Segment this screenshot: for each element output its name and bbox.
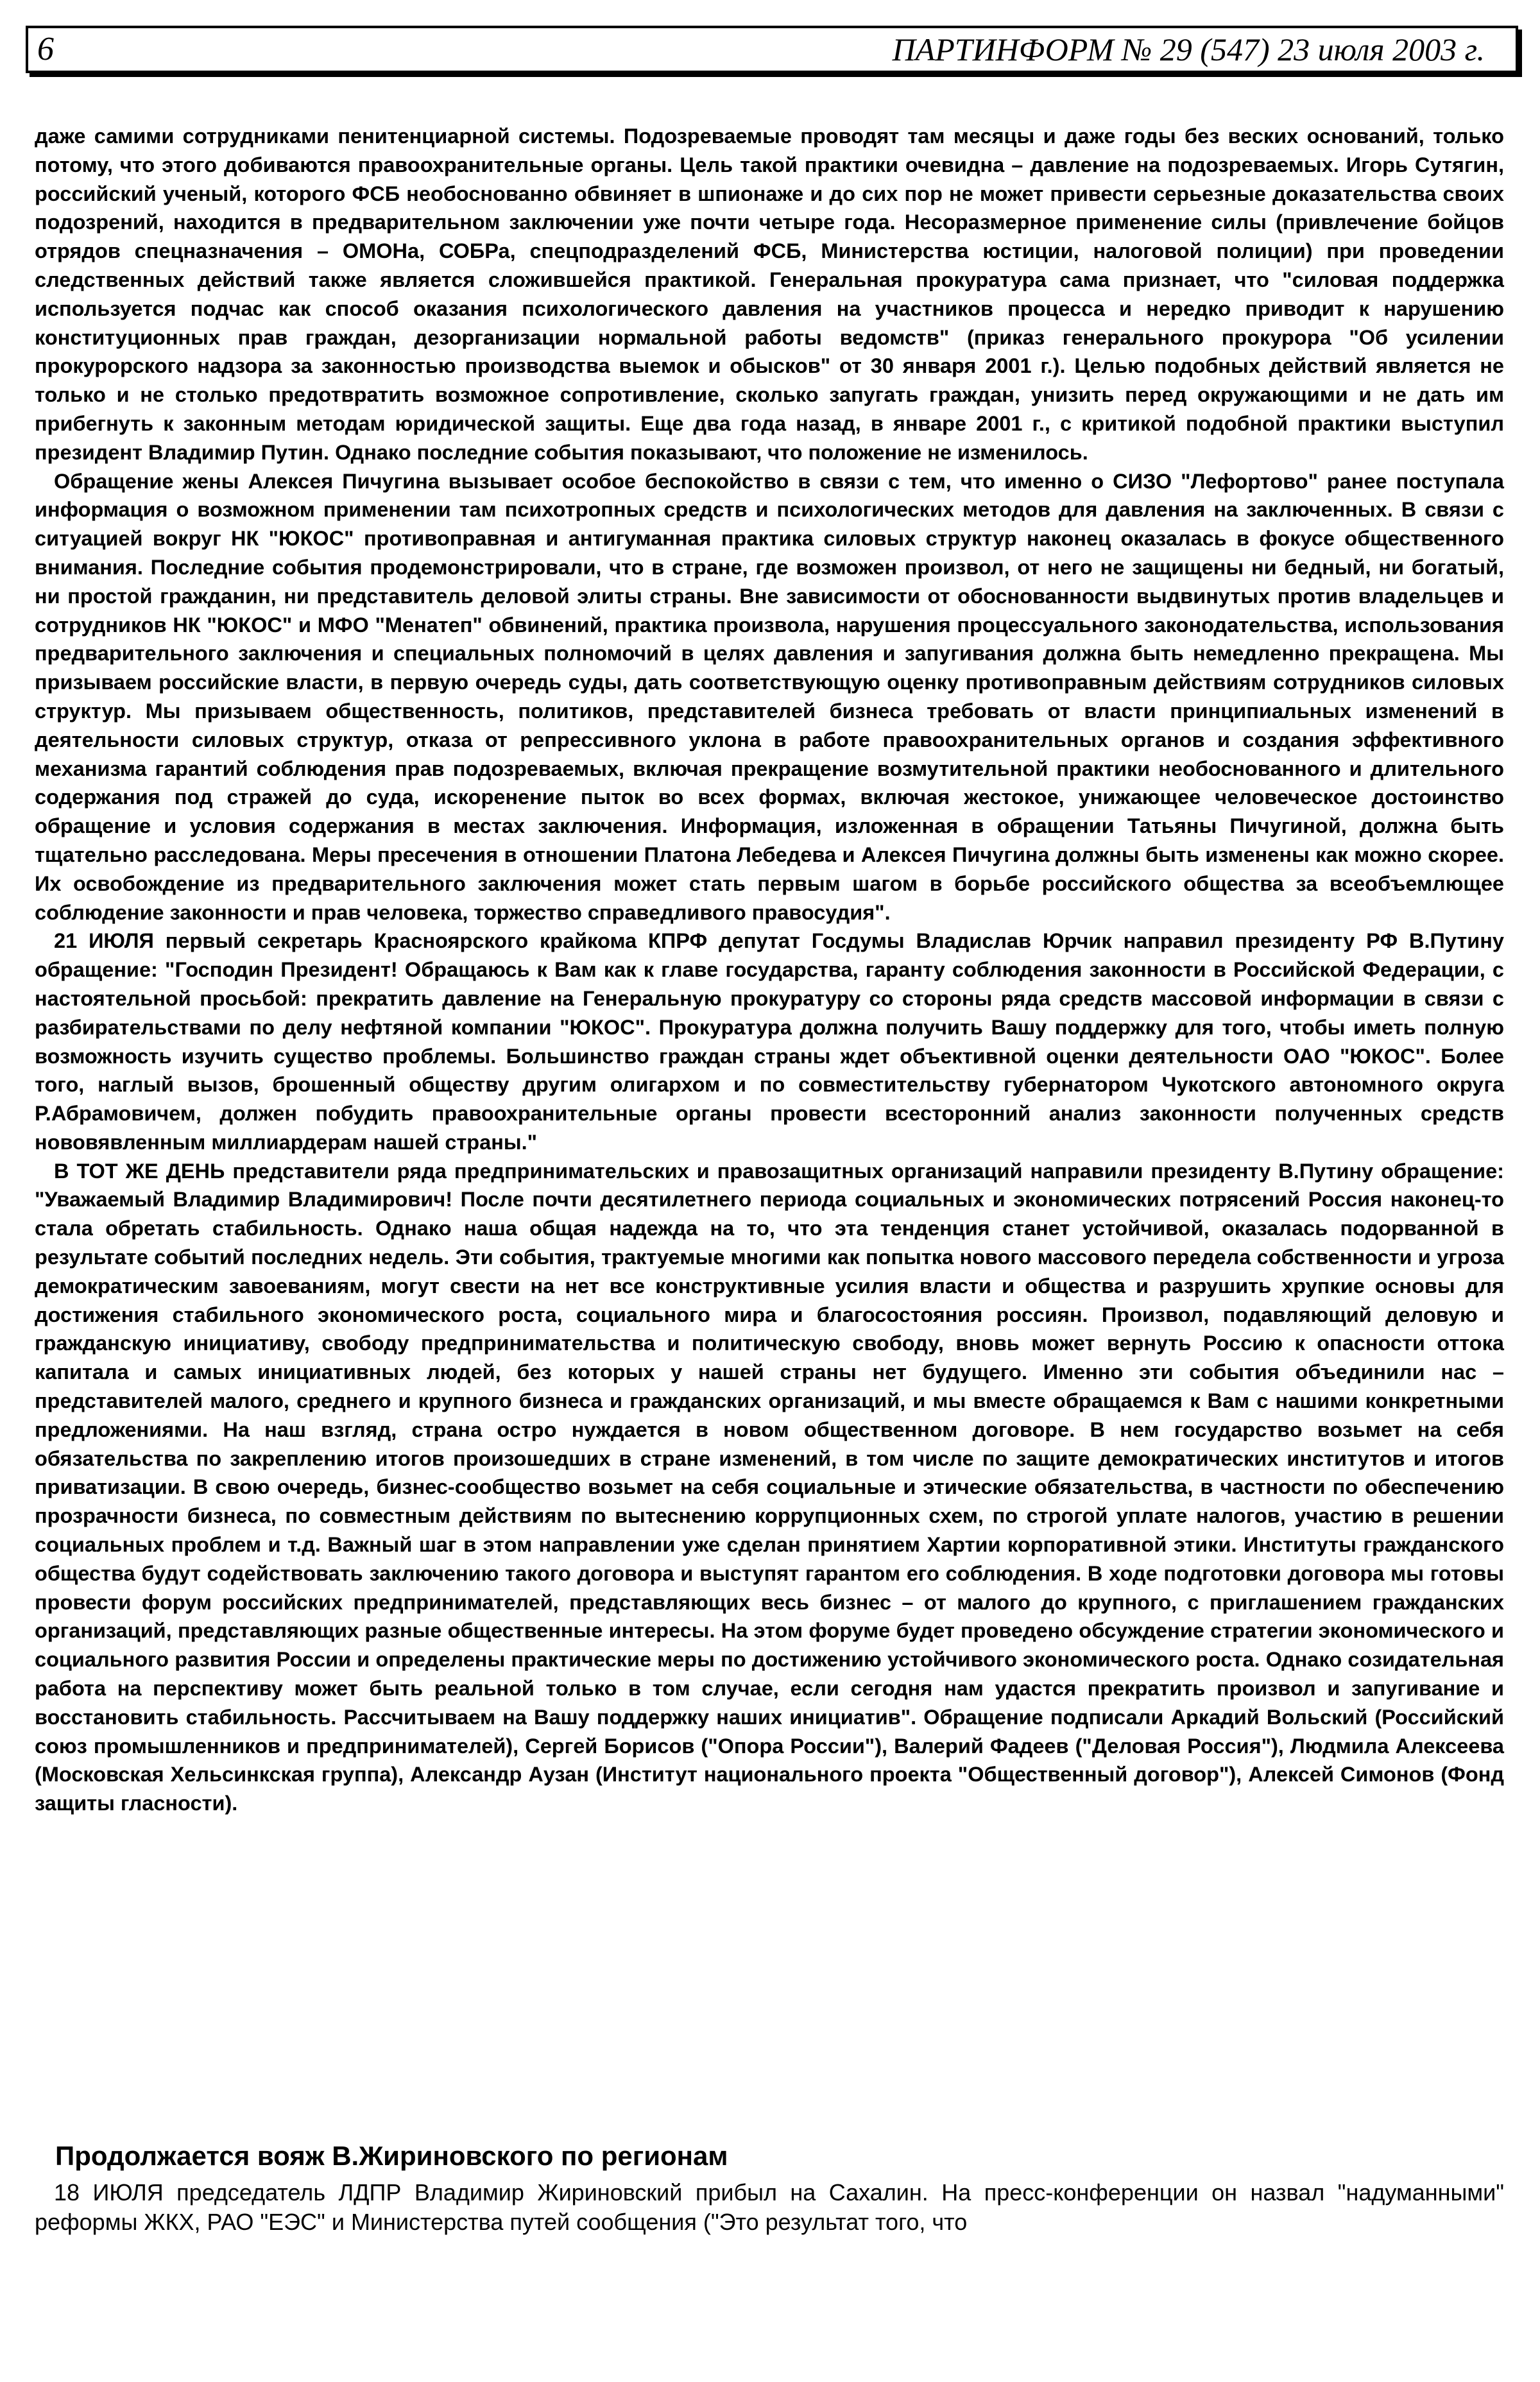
article-paragraph: 21 ИЮЛЯ первый секретарь Красноярского крайкома КПРФ депутат Госдумы Владислав Юрчик направил президенту РФ В.Путину обращение: "Господин Президент! Обращаюсь к Вам как к главе государства, гаранту соблюдения законности в Российской Федерации, с настоятельной просьбой: прекратить давление на Генеральную прокуратуру со стороны ряда средств массовой информации в связи с разбирательствами по делу нефтяной компании "ЮКОС". Прокуратура должна получить Вашу поддержку для того, чтобы иметь полную возможность изучить существо проблемы. Большинство граждан страны ждет объективной оценки деятельности ОАО "ЮКОС". Более того, наглый вызов, брошенный обществу другим олигархом и по совместительству губернатором Чукотского автономного округа Р.Абрамовичем, должен побудить правоохранительные органы провести всесторонний анализ законности полученных средств нововявленным миллиардерам нашей страны." [35,929,1504,1154]
article-paragraph: В ТОТ ЖЕ ДЕНЬ представители ряда предпринимательских и правозащитных организаций направили президенту В.Путину обращение: "Уважаемый Владимир Владимирович! После почти десятилетнего периода социальных и экономических потрясений Россия наконец-то стала обретать стабильность. Однако наша общая надежда на то, что эта тенденция станет устойчивой, оказалась подорванной в результате событий последних недель. Эти события, трактуемые многими как попытка нового массового передела собственности и угроза демократическим завоеваниям, могут свести на нет все конструктивные усилия власти и общества и разрушить хрупкие основы для достижения стабильного экономического роста, социального мира и благосостояния россиян. Произвол, подавляющий деловую и гражданскую инициативу, свободу предпринимательства и политическую свободу, вновь может вернуть Россию к опасности оттока капитала и самых инициативных людей, без которых у нашей страны нет будущего. Именно эти события объединили нас – представителей малого, среднего и крупного бизнеса и гражданских организаций, и мы вместе обращаемся к Вам с нашими конкретными предложениями. На наш взгляд, страна остро нуждается в новом общественном договоре. В нем государство возьмет на себя обязательства по закреплению итогов произошедших в стране изменений, в том числе по защите демократических институтов и итогов приватизации. В свою очередь, бизнес-сообщество возьмет на себя социальные и этические обязательства, в частности по обеспечению прозрачности бизнеса, по совместным действиям по вытеснению коррупционных схем, по строгой уплате налогов, участию в решении социальных проблем и т.д. Важный шаг в этом направлении уже сделан принятием Хартии корпоративной этики. Институты гражданского общества будут содействовать заключению такого договора и выступят гарантом его соблюдения. В ходе подготовки договора мы готовы провести форум российских предпринимателей, представляющих весь бизнес – от малого до крупного, с приглашением гражданских организаций, представляющих разные общественные интересы. На этом форуме будет проведено обсуждение стратегии экономического и социального развития России и определены практические меры по достижению устойчивого экономического роста. Однако созидательная работа на перспективу может быть реальной только в том случае, если сегодня нам удастся прекратить произвол и запугивание и восстановить стабильность. Рассчитываем на Вашу поддержку наших инициатив". Обращение подписали Аркадий Вольский (Российский союз промышленников и предпринимателей), Сергей Борисов ("Опора России"), Валерий Фадеев ("Деловая Россия"), Людмила Алексеева (Московская Хельсинкская группа), Александр Аузан (Институт национального проекта "Общественный договор"), Алексей Симонов (Фонд защиты гласности). [35,1159,1504,1815]
publication-title: ПАРТИНФОРМ № 29 (547) 23 июля 2003 г. [892,31,1485,67]
article-body [35,122,1504,1818]
page-header [26,26,1518,73]
section-heading: Продолжается вояж В.Жириновского по регионам [55,2141,728,2171]
page-number: 6 [37,31,54,67]
article-paragraph: Обращение жены Алексея Пичугина вызывает особое беспокойство в связи с тем, что именно о СИЗО "Лефортово" ранее поступала информация о возможном применении там психотропных средств и психологических методов для давления на заключенных. В связи с ситуацией вокруг НК "ЮКОС" противоправная и антигуманная практика силовых структур наконец оказалась в фокусе общественного внимания. Последние события продемонстрировали, что в стране, где возможен произвол, от него не защищены ни бедный, ни богатый, ни простой гражданин, ни представитель деловой элиты страны. Вне зависимости от обоснованности выдвинутых против владельцев и сотрудников НК "ЮКОС" и МФО "Менатеп" обвинений, практика произвола, нарушения процессуального законодательства, использования предварительного заключения и специальных полномочий в целях давления и запугивания должна быть немедленно прекращена. Мы призываем российские власти, в первую очередь суды, дать соответствующую оценку противоправным действиям сотрудников силовых структур. Мы призываем общественность, политиков, представителей бизнеса требовать от власти принципиальных изменений в деятельности силовых структур, отказа от репрессивного уклона в работе правоохранительных органов и создания эффективного механизма гарантий соблюдения прав подозреваемых, включая прекращение возмутительной практики необоснованного и длительного содержания под стражей до суда, искоренение пыток во всех формах, включая жестокое, унижающее человеческое достоинство обращение и условия содержания в местах заключения. Информация, изложенная в обращении Татьяны Пичугиной, должна быть тщательно расследована. Меры пресечения в отношении Платона Лебедева и Алексея Пичугина должны быть изменены как можно скорее. Их освобождение из предварительного заключения может стать первым шагом в борьбе российского общества за всеобъемлющее соблюдение законности и прав человека, торжество справедливого правосудия". [35,469,1504,924]
article-paragraph: даже самими сотрудниками пенитенциарной системы. Подозреваемые проводят там месяцы и даже годы без веских оснований, только потому, что этого добиваются правоохранительные органы. Цель такой практики очевидна – давление на подозреваемых. Игорь Сутягин, российский ученый, которого ФСБ необоснованно обвиняет в шпионаже и до сих пор не может привести серьезные доказательства своих подозрений, находится в предварительном заключении уже почти четыре года. Несоразмерное применение силы (привлечение бойцов отрядов спецназначения – ОМОНа, СОБРа, спецподразделений ФСБ, Министерства юстиции, налоговой полиции) при проведении следственных действий также является сложившейся практикой. Генеральная прокуратура сама признает, что "силовая поддержка используется подчас как способ оказания психологического давления на участников процесса и нередко приводит к нарушению конституционных прав граждан, дезорганизации нормальной работы ведомств" (приказ генерального прокурора "Об усилении прокурорского надзора за законностью производства выемок и обысков" от 30 января 2001 г.). Целью подобных действий является не только и не столько предотвратить возможное сопротивление, сколько запугать граждан, унизить перед окружающими и не дать им прибегнуть к законным методам юридической защиты. Еще два года назад, в январе 2001 г., с критикой подобной практики выступил президент Владимир Путин. Однако последние события показывают, что положение не изменилось. [35,124,1504,464]
section-paragraph: 18 ИЮЛЯ председатель ЛДПР Владимир Жириновский прибыл на Сахалин. На пресс-конференции он назвал "надуманными" реформы ЖКХ, РАО "ЕЭС" и Министерства путей сообщения ("Это результат того, что [35,2179,1504,2235]
section-body [35,2178,1504,2237]
